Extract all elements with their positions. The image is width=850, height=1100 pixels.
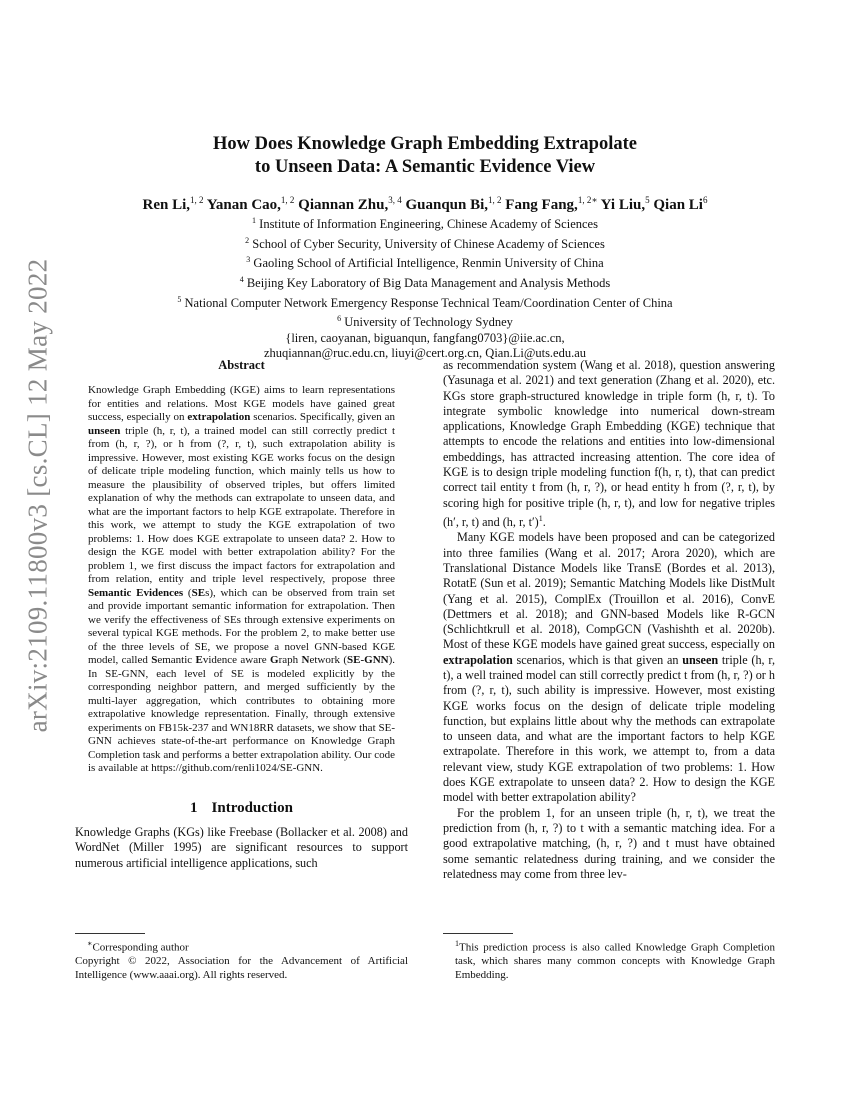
affiliation-sup: 3 [246,255,251,265]
paper-title-line-1: How Does Knowledge Graph Embedding Extrapolate [213,134,637,154]
intro-paragraph: Many KGE models have been proposed and can be categorized into three families (Wang et al. 2017; Arora 2020), which are Translational Distance Models like TransE (Bordes et al. 2013), RotatE (Sun et al. 2019); Semantic Matching Models like DistMult (Yang et al. 2015), ComplEx (Trouillon et al. 2016), ConvE (Dettmers et al. 2018); and GNN-based Models like R-GCN (Schlichtkrull et al. 2018), CompGCN (Vashishth et al. 2020b). Most of these KGE models have gained great success, especially on extrapolation scenarios, which is that given an unseen triple (h, r, t), a well trained model can still correctly predict t from (h, r, ?) or h from (?, r, t), such ability is impressive. However, most existing KGE works focus on the design of delicate triple modeling function, but explains little about why the methods can extrapolate to unseen data, and what are the important factors to help KGE extrapolate. Therefore in this work, we attempt to, from a data relevant view, study KGE extrapolation of two problems: 1. How does KGE extrapolate to unseen data? 2. How to design the KGE model with better extrapolation ability? [443,530,775,805]
affiliation-line [75,233,775,253]
email-line: {liren, caoyanan, biguanqun, fangfang0703}@iie.ac.cn, [285,330,565,345]
affiliation-line [75,252,775,272]
email-line: zhuqiannan@ruc.edu.cn, liuyi@cert.org.cn, Qian.Li@uts.edu.au [263,346,587,361]
author-affil-sup: 5 [645,195,650,205]
author-list [75,190,775,215]
affiliation-sup: 6 [337,314,342,324]
author-affil-sup: 1, 2 [190,195,204,205]
affiliation-text: School of Cyber Security, University of Chinese Academy of Sciences [252,236,605,251]
affiliation-line [75,311,775,331]
affiliation-sup: 1 [252,216,257,225]
footnote-ref[interactable]: 1 [538,513,543,523]
footnote-corresponding: ∗Corresponding author [87,939,189,954]
affiliation-text: Gaoling School of Artificial Intelligence, Renmin University of China [253,256,604,271]
author-affil-sup: 3, 4 [388,195,402,205]
intro-paragraph: as recommendation system (Wang et al. 2018), question answering (Yasunaga et al. 2021) and text generation (Zhang et al. 2020), etc. KGs store graph-structured knowledge in triple form (h, r, t). To integrate symbolic knowledge into numerical down-stream applications, Knowledge Graph Embedding (KGE) technique that attempts to encode the relations and entities into low-dimensional embeddings, has attracted increasing attention. The core idea of KGE is to design triple modeling function f(h, r, t), that can predict correct tail entity t from (h, r, ?), or head entity h from (?, r, t), by scoring high for positive triple (h, r, t), and low for negative triples (h′, r, t) and (h, r, t′)$^1$. [443,358,775,530]
abstract-body: Knowledge Graph Embedding (KGE) aims to learn representations for entities and relations. Most KGE models have gained great success, especially on extrapolation scenarios. Specifically, given an unseen triple (h, r, t), a trained model can still correctly predict t from (h, r, ?), or h from (?, r, t), such extrapolation ability is impressive. However, most existing KGE works focus on the design of delicate triple modeling function, which mainly tells us how to measure the plausibility of observed triples, but offers limited explanation of why the methods can extrapolate to unseen data, and what are the important factors to help KGE extrapolate. Therefore in this work, we attempt to study the KGE extrapolation of two problems: 1. How does KGE extrapolate to unseen data? 2. How to design the KGE model with better extrapolation ability? For the problem 1, we first discuss the impact factors for extrapolation and from relation, entity and triple level respectively, propose three Semantic Evidences (SEs), which can be observed from train set and provide important semantic information for extrapolation. Then we verify the effectiveness of SEs through extensive experiments on several typical KGE methods. For the problem 2, to make better use of the three levels of SE, we propose a novel GNN-based KGE model, called Semantic Evidence aware Graph Network (SE-GNN). In SE-GNN, each level of SE is modeled explicitly by the corresponding neighbor pattern, and merged sufficiently by the multi-layer aggregation, which contributes to obtaining more extrapolative knowledge representation. Finally, through extensive experiments on FB15k-237 and WN18RR datasets, we show that SE-GNN achieves state-of-the-art performance on Knowledge Graph Completion task and performs a better extrapolation ability. Our code is available at https://github.com/renli1024/SE-GNN. [88,384,395,775]
footnotes-right [443,933,775,982]
author-affil-sup: 6 [702,195,708,205]
author-affil-sup: 1, 2∗ [577,195,598,205]
footnote-rule [443,933,513,934]
footnote-1: $^1$This prediction process is also called Knowledge Graph Completion task, which shares many common concepts with Knowledge Graph Embedding. [455,939,775,981]
paper-title-line-2: to Unseen Data: A Semantic Evidence View [254,157,596,177]
author-name: Qiannan Zhu, [298,197,389,213]
intro-paragraph: Knowledge Graphs (KGs) like Freebase (Bollacker et al. 2008) and WordNet (Miller 1995) are significant resources to support numerous artificial intelligence applications, such [75,825,408,870]
author-name: Fang Fang, [505,197,578,213]
affiliation-text: Institute of Information Engineering, Chinese Academy of Sciences [259,217,598,232]
author-name: Yanan Cao, [206,197,281,213]
left-column [75,358,408,871]
affiliation-sup: 5 [177,294,182,304]
section-number: 1 [190,799,198,816]
author-name: Guanqun Bi, [405,197,489,213]
section-title: Introduction [211,799,293,816]
right-column [443,358,775,882]
affiliation-text: Beijing Key Laboratory of Big Data Management and Analysis Methods [246,276,611,291]
abstract-heading: Abstract [218,358,265,372]
arxiv-identifier [22,258,53,732]
affiliation-line [75,213,775,233]
affiliation-line [75,292,775,312]
author-affil-sup: 1, 2 [488,195,502,205]
author-name: Yi Liu, [600,197,646,213]
affiliation-sup: 4 [239,274,244,284]
affiliation-sup: 2 [245,235,250,245]
paper-title [75,133,775,179]
footnote-rule [75,933,145,934]
author-affil-sup: 1, 2 [280,195,295,205]
affiliation-text: National Computer Network Emergency Response Technical Team/Coordination Center of China [184,295,673,310]
author-name: Ren Li, [142,197,191,213]
section-heading-introduction [75,801,408,816]
affiliation-line [75,272,775,292]
intro-paragraph: For the problem 1, for an unseen triple (h, r, t), we treat the prediction from (h, r, ?) to t with a semantic matching idea. For a good extrapolative matching, (h, r, ?) and t must have obtained some semantic relatedness during training, and we consider the relatedness may come from three lev- [443,805,775,881]
affiliations [75,213,775,362]
arxiv-identifier-text: arXiv:2109.11800v3 [cs.CL] 12 May 2022 [22,258,53,732]
author-name: Qian Li [653,197,703,213]
copyright-notice: Copyright © 2022, Association for the Advancement of Artificial Intelligence (www.aaai.org). All rights reserved. [75,955,408,981]
footnotes-left [75,933,408,982]
affiliation-text: University of Technology Sydney [344,315,513,330]
